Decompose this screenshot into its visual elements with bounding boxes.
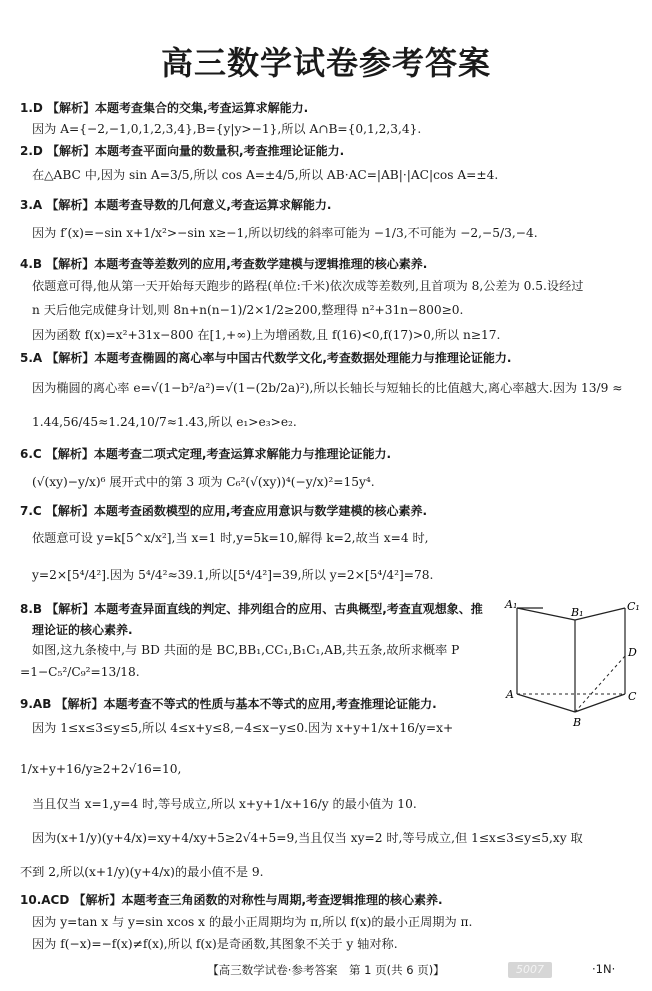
- q7-solution-2: y=2×[5⁴/4²].因为 5⁴/4²≈39.1,所以[5⁴/4²]=39,所以 y=2×[5⁴/4²]=78.: [32, 568, 434, 582]
- q9-solution-2: 1/x+y+16/y≥2+2√16=10,: [20, 762, 182, 776]
- q10-solution-1: 因为 y=tan x 与 y=sin xcos x 的最小正周期均为 π,所以 f(x)的最小正周期为 π.: [32, 915, 473, 929]
- label-c: C: [628, 690, 637, 703]
- label-b1: B₁: [571, 606, 584, 619]
- label-a1: A₁: [505, 598, 518, 611]
- q6-solution: (√(xy)−y/x)⁶ 展开式中的第 3 项为 C₆²(√(xy))⁴(−y/x)²=15y⁴.: [32, 475, 375, 489]
- q8-heading-cont: 理论证的核心素养.: [32, 623, 133, 637]
- q9-solution-1: 因为 1≤x≤3≤y≤5,所以 4≤x+y≤8,−4≤x−y≤0.因为 x+y+1/x+16/y=x+: [32, 721, 454, 735]
- q9-heading: 9.AB 【解析】本题考查不等式的性质与基本不等式的应用,考查推理论证能力.: [20, 697, 437, 711]
- q1-heading: 1.D 【解析】本题考查集合的交集,考查运算求解能力.: [20, 101, 309, 115]
- q7-heading: 7.C 【解析】本题考查函数模型的应用,考查应用意识与数学建模的核心素养.: [20, 504, 428, 518]
- q8-solution-1: 如图,这九条棱中,与 BD 共面的是 BC,BB₁,CC₁,B₁C₁,AB,共五条,故所求概率 P: [32, 643, 460, 657]
- q5-solution-1: 因为椭圆的离心率 e=√(1−b²/a²)=√(1−(2b/2a)²),所以长轴长与短轴长的比值越大,离心率越大.因为 13/9 ≈: [32, 381, 623, 395]
- q8-heading: 8.B 【解析】本题考查异面直线的判定、排列组合的应用、古典概型,考查直观想象、推: [20, 602, 483, 616]
- label-b: B: [573, 716, 582, 729]
- q4-solution-3: 因为函数 f(x)=x²+31x−800 在[1,+∞)上为增函数,且 f(16)<0,f(17)>0,所以 n≥17.: [32, 328, 501, 342]
- page-title: 高三数学试卷参考答案: [160, 44, 491, 82]
- q3-solution: 因为 f′(x)=−sin x+1/x²>−sin x≥−1,所以切线的斜率可能为 −1/3,不可能为 −2,−5/3,−4.: [32, 226, 538, 240]
- q8-solution-2: =1−C₅²/C₉²=13/18.: [20, 665, 140, 679]
- q9-solution-4: 因为(x+1/y)(y+4/x)=xy+4/xy+5≥2√4+5=9,当且仅当 xy=2 时,等号成立,但 1≤x≤3≤y≤5,xy 取: [32, 831, 583, 845]
- q10-solution-2: 因为 f(−x)=−f(x)≠f(x),所以 f(x)是奇函数,其图象不关于 y 轴对称.: [32, 937, 398, 951]
- q1-solution: 因为 A={−2,−1,0,1,2,3,4},B={y|y>−1},所以 A∩B={0,1,2,3,4}.: [32, 122, 422, 136]
- label-c1: C₁: [627, 600, 640, 613]
- page-footer: 【高三数学试卷·参考答案 第 1 页(共 6 页)】: [207, 963, 445, 977]
- watermark-badge: 5007: [508, 962, 552, 978]
- label-a: A: [506, 688, 514, 701]
- label-d: D: [628, 646, 637, 659]
- q2-heading: 2.D 【解析】本题考查平面向量的数量积,考查推理论证能力.: [20, 144, 345, 158]
- prism-figure: [503, 598, 649, 730]
- q4-solution-2: n 天后他完成健身计划,则 8n+n(n−1)/2×1/2≥200,整理得 n²+31n−800≥0.: [32, 303, 464, 317]
- q9-solution-5: 不到 2,所以(x+1/y)(y+4/x)的最小值不是 9.: [20, 865, 264, 879]
- q10-heading: 10.ACD 【解析】本题考查三角函数的对称性与周期,考查逻辑推理的核心素养.: [20, 893, 443, 907]
- version-code: ·1N·: [592, 962, 616, 976]
- q6-heading: 6.C 【解析】本题考查二项式定理,考查运算求解能力与推理论证能力.: [20, 447, 392, 461]
- q5-heading: 5.A 【解析】本题考查椭圆的离心率与中国古代数学文化,考查数据处理能力与推理论证能力.: [20, 351, 512, 365]
- q4-heading: 4.B 【解析】本题考查等差数列的应用,考查数学建模与逻辑推理的核心素养.: [20, 257, 428, 271]
- q2-solution: 在△ABC 中,因为 sin A=3/5,所以 cos A=±4/5,所以 AB·AC=|AB|·|AC|cos A=±4.: [32, 168, 499, 182]
- q3-heading: 3.A 【解析】本题考查导数的几何意义,考查运算求解能力.: [20, 198, 332, 212]
- q5-solution-2: 1.44,56/45≈1.24,10/7≈1.43,所以 e₁>e₃>e₂.: [32, 415, 297, 429]
- q9-solution-3: 当且仅当 x=1,y=4 时,等号成立,所以 x+y+1/x+16/y 的最小值为 10.: [32, 797, 417, 811]
- q7-solution-1: 依题意可设 y=k[5^x/x²],当 x=1 时,y=5k=10,解得 k=2,故当 x=4 时,: [32, 531, 429, 545]
- q4-solution-1: 依题意可得,他从第一天开始每天跑步的路程(单位:千米)依次成等差数列,且首项为 8,公差为 0.5.设经过: [32, 279, 584, 293]
